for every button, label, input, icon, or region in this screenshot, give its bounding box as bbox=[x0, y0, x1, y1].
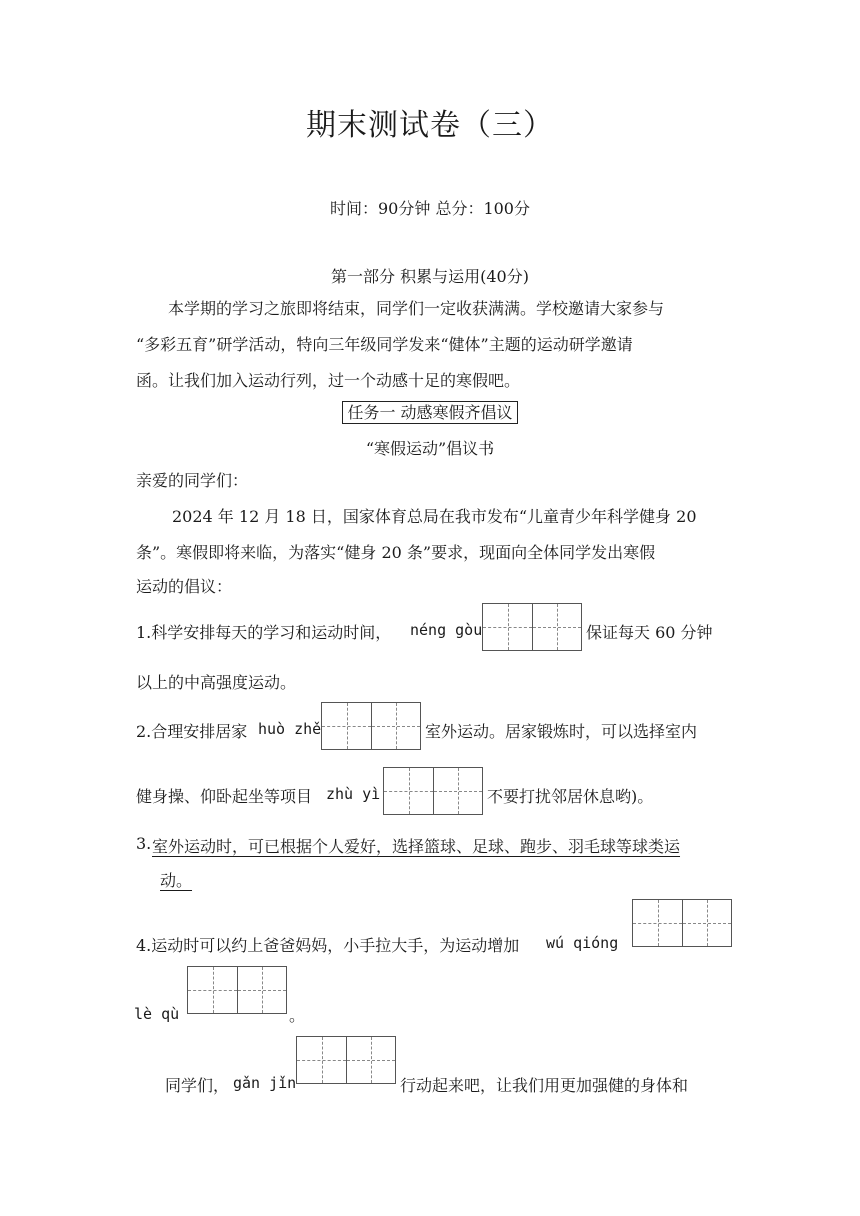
proposal-title: “寒假运动”倡议书 bbox=[365, 439, 495, 458]
item-2-pinyin-1: huò zhě bbox=[258, 720, 322, 738]
body-line-3: 运动的倡议： bbox=[136, 577, 233, 596]
item-1-text-b: 保证每天 60 分钟 bbox=[586, 623, 713, 642]
item-4-answer-grid-1[interactable] bbox=[632, 899, 732, 947]
writing-cell[interactable] bbox=[297, 1037, 346, 1083]
item-3-underlined-end: 动。 bbox=[160, 871, 193, 890]
item-2-text-a: 2.合理安排居家 bbox=[136, 722, 248, 741]
body-line-2: 条”。寒假即将来临，为落实“健身 20 条”要求，现面向全体同学发出寒假 bbox=[136, 543, 656, 562]
writing-cell[interactable] bbox=[483, 604, 532, 650]
writing-cell[interactable] bbox=[433, 768, 482, 814]
intro-line-3: 函。让我们加入运动行列，过一个动感十足的寒假吧。 bbox=[136, 371, 521, 390]
item-2-text-c: 健身操、仰卧起坐等项目 bbox=[136, 787, 313, 806]
closing-text-a: 同学们， bbox=[165, 1076, 230, 1095]
item-3-number: 3. bbox=[136, 834, 152, 853]
exam-meta: 时间：90分钟 总分：100分 bbox=[330, 199, 530, 218]
writing-cell[interactable] bbox=[384, 768, 433, 814]
item-4-pinyin-2: lè qù bbox=[134, 1005, 180, 1023]
item-4-text-a: 4.运动时可以约上爸爸妈妈，小手拉大手，为运动增加 bbox=[136, 936, 520, 955]
page-title: 期末测试卷（三） bbox=[306, 108, 554, 143]
writing-cell[interactable] bbox=[371, 703, 420, 749]
writing-cell[interactable] bbox=[682, 900, 731, 946]
writing-cell[interactable] bbox=[188, 967, 237, 1013]
item-1-text-c: 以上的中高强度运动。 bbox=[136, 673, 297, 692]
item-3-underlined-sentence: 室外运动时，可已根据个人爱好，选择篮球、足球、跑步、羽毛球等球类运 bbox=[152, 837, 681, 856]
item-1-pinyin: néng gòu bbox=[410, 621, 483, 639]
writing-cell[interactable] bbox=[322, 703, 371, 749]
task-title: 任务一 动感寒假齐倡议 bbox=[342, 401, 517, 424]
body-line-1: 2024 年 12 月 18 日，国家体育总局在我市发布“儿童青少年科学健身 20 bbox=[172, 507, 697, 526]
writing-cell[interactable] bbox=[633, 900, 682, 946]
greeting: 亲爱的同学们： bbox=[136, 471, 249, 490]
writing-cell[interactable] bbox=[532, 604, 581, 650]
item-2-text-b: 室外运动。居家锻炼时，可以选择室内 bbox=[425, 722, 698, 741]
closing-text-b: 行动起来吧，让我们用更加强健的身体和 bbox=[400, 1076, 689, 1095]
writing-cell[interactable] bbox=[237, 967, 286, 1013]
item-2-answer-grid-2[interactable] bbox=[383, 767, 483, 815]
item-1-answer-grid[interactable] bbox=[482, 603, 582, 651]
item-2-text-d: 不要打扰邻居休息哟)。 bbox=[487, 787, 654, 806]
item-1-text-a: 1.科学安排每天的学习和运动时间， bbox=[136, 623, 392, 642]
item-2-pinyin-2: zhù yì bbox=[326, 785, 381, 803]
item-2-answer-grid-1[interactable] bbox=[321, 702, 421, 750]
item-4-end-mark: 。 bbox=[289, 1006, 306, 1025]
item-4-pinyin-1: wú qióng bbox=[546, 934, 619, 952]
intro-line-2: “多彩五育”研学活动，特向三年级同学发来“健体”主题的运动研学邀请 bbox=[136, 335, 633, 354]
writing-cell[interactable] bbox=[346, 1037, 395, 1083]
closing-answer-grid[interactable] bbox=[296, 1036, 396, 1084]
closing-pinyin: gǎn jǐn bbox=[233, 1074, 297, 1092]
item-4-answer-grid-2[interactable] bbox=[187, 966, 287, 1014]
part-heading: 第一部分 积累与运用(40分) bbox=[331, 267, 529, 286]
intro-line-1: 本学期的学习之旅即将结束，同学们一定收获满满。学校邀请大家参与 bbox=[168, 299, 665, 318]
